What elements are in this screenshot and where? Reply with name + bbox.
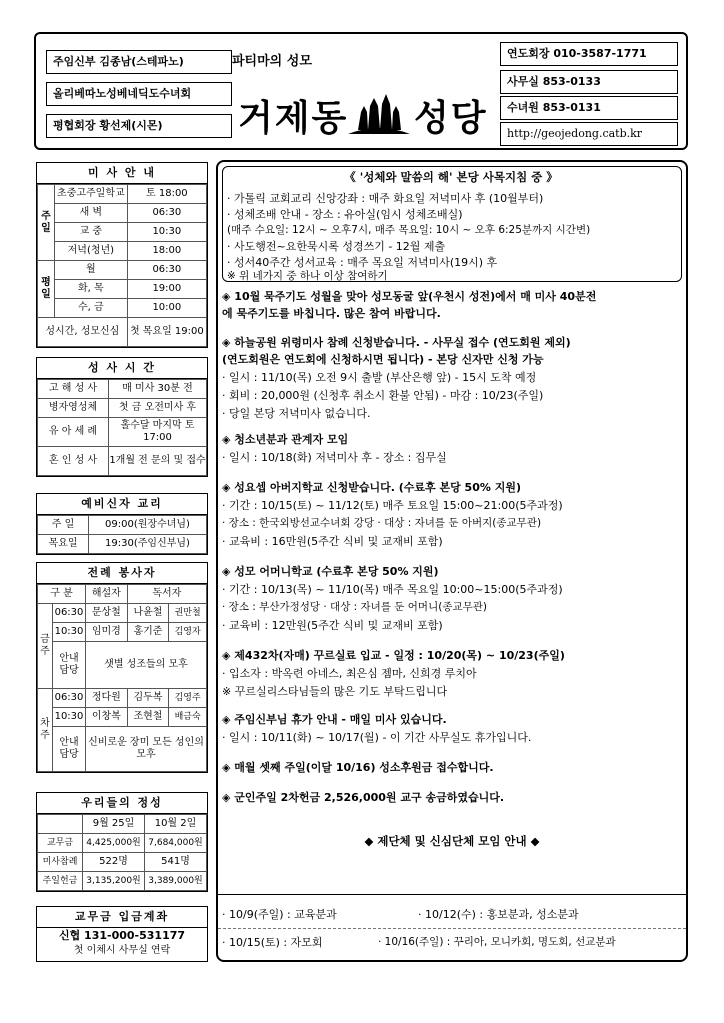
table-row bbox=[38, 204, 207, 223]
table-cell: 홀수달 마지막 토 17:00 bbox=[109, 418, 207, 447]
parish-name-right: 성당 bbox=[414, 98, 488, 139]
liturgy-box bbox=[36, 562, 208, 773]
table-cell: 첫 목요일 19:00 bbox=[127, 318, 206, 347]
table-cell: 신비로운 장미 모든 성인의 모후 bbox=[86, 727, 207, 772]
table-row bbox=[38, 585, 207, 604]
council-label: 평협회장 황선제(시몬) bbox=[46, 114, 232, 138]
table-cell: 7,684,000원 bbox=[145, 834, 207, 853]
table-cell: 10:30 bbox=[53, 708, 86, 727]
table-cell: 저녁(청년) bbox=[55, 242, 128, 261]
table-row bbox=[38, 815, 207, 834]
table-cell: 9월 25일 bbox=[83, 815, 145, 834]
table-row bbox=[38, 185, 207, 204]
guide-title: 《 '성체와 말씀의 해' 본당 사목지침 중 》 bbox=[344, 170, 558, 184]
table-cell: 샛별 성조들의 모후 bbox=[86, 642, 207, 689]
table-row bbox=[38, 708, 207, 727]
announcements-panel bbox=[216, 160, 688, 962]
table-cell: 안내 담당 bbox=[53, 727, 86, 772]
table-cell: 배금숙 bbox=[169, 708, 207, 727]
table-cell: 3,135,200원 bbox=[83, 872, 145, 891]
table-row bbox=[38, 399, 207, 418]
announcement-line: · 교육비 : 12만원(5주간 식비 및 교재비 포함) bbox=[222, 619, 443, 632]
table-cell: 18:00 bbox=[127, 242, 206, 261]
website-link[interactable]: http://geojedong.catb.kr bbox=[500, 122, 678, 146]
table-cell: 06:30 bbox=[127, 261, 206, 280]
table-row bbox=[38, 418, 207, 447]
schedule-item: · 10/12(수) : 홍보분과, 성소분과 bbox=[418, 908, 579, 921]
announcement-line: ◈ 성요셉 아버지학교 신청받습니다. (수료후 본당 50% 지원) bbox=[222, 481, 521, 494]
announcement-line: · 회비 : 20,000원 (신청후 취소시 환불 안됨) - 마감 : 10/23(주일) bbox=[222, 389, 544, 402]
table-row bbox=[38, 299, 207, 318]
table-cell: 매 미사 30분 전 bbox=[109, 380, 207, 399]
schedule-item: · 10/15(토) : 자모회 bbox=[222, 936, 323, 949]
weekday-label: 평 일 bbox=[38, 261, 55, 318]
schedule-title: ◆ 제단체 및 신심단체 모임 안내 ◆ bbox=[364, 834, 540, 848]
announcement-line: · 일시 : 11/10(목) 오전 9시 출발 (부산은행 앞) - 15시 도착 예정 bbox=[222, 371, 537, 384]
offering-title: 우리들의 정성 bbox=[37, 793, 207, 814]
this-week-label: 금 주 bbox=[38, 604, 53, 689]
table-cell: 해설자 bbox=[86, 585, 128, 604]
table-row bbox=[38, 642, 207, 689]
table-cell: 정다원 bbox=[86, 689, 128, 708]
table-cell: 김두복 bbox=[127, 689, 169, 708]
guide-item: · 사도행전~요한묵시록 성경쓰기 - 12월 제출 bbox=[227, 240, 446, 253]
catechumen-table bbox=[37, 515, 207, 554]
contact-convent: 수녀원 853-0131 bbox=[500, 96, 678, 120]
announcement-list bbox=[222, 289, 682, 909]
announcement-line: · 당일 본당 저녁미사 없습니다. bbox=[222, 407, 371, 420]
announcement-line: · 기간 : 10/15(토) ~ 11/12(토) 매주 토요일 15:00~21:00(5주과정) bbox=[222, 499, 563, 512]
guide-item: (매주 수요일: 12시 ~ 오후7시, 매주 목요일: 10시 ~ 오후 6:25분까지 시간변) bbox=[227, 224, 591, 236]
table-cell: 09:00(원장수녀님) bbox=[89, 516, 207, 535]
table-cell: 임미경 bbox=[86, 623, 128, 642]
table-cell: 혼 인 성 사 bbox=[38, 447, 109, 476]
table-cell: 초중고주일학교 bbox=[55, 185, 128, 204]
table-cell: 주 일 bbox=[38, 516, 89, 535]
table-cell: 목요일 bbox=[38, 535, 89, 554]
announcement-line: · 장소 : 한국외방선교수녀회 강당 · 대상 : 자녀를 둔 아버지(종교무관) bbox=[222, 517, 542, 529]
sisters-label: 올리베따노성베네딕도수녀회 bbox=[46, 82, 232, 106]
sacraments-box bbox=[36, 357, 208, 477]
account-note: 첫 이체시 사무실 연락 bbox=[73, 945, 171, 956]
schedule-item: · 10/16(주일) : 꾸리아, 모니카회, 명도회, 선교분과 bbox=[378, 936, 616, 948]
schedule-divider bbox=[218, 928, 686, 929]
sacraments-title: 성 사 시 간 bbox=[37, 358, 207, 379]
account-number: 신협 131-000-531177 bbox=[58, 929, 186, 942]
table-cell: 19:30(주임신부님) bbox=[89, 535, 207, 554]
announcement-line: · 입소자 : 박옥련 아네스, 최은심 젬마, 신희경 루치아 bbox=[222, 667, 477, 680]
sacraments-table bbox=[37, 379, 207, 476]
mass-schedule-table bbox=[37, 184, 207, 347]
announcement-line: · 장소 : 부산가정성당 · 대상 : 자녀를 둔 어머니(종교무관) bbox=[222, 601, 487, 613]
catechumen-box bbox=[36, 493, 208, 555]
table-cell: 토 18:00 bbox=[127, 185, 206, 204]
table-cell: 유 아 세 례 bbox=[38, 418, 109, 447]
table-cell: 522명 bbox=[83, 853, 145, 872]
table-row bbox=[38, 872, 207, 891]
table-cell: 교무금 bbox=[38, 834, 83, 853]
account-box bbox=[36, 906, 208, 962]
church-logo-icon bbox=[346, 92, 412, 136]
table-cell: 문상철 bbox=[86, 604, 128, 623]
table-cell: 고 해 성 사 bbox=[38, 380, 109, 399]
table-cell: 06:30 bbox=[127, 204, 206, 223]
table-row bbox=[38, 689, 207, 708]
liturgy-table bbox=[37, 584, 207, 772]
table-row bbox=[38, 834, 207, 853]
announcement-line: ◈ 청소년분과 관계자 모임 bbox=[222, 433, 349, 446]
table-row bbox=[38, 380, 207, 399]
table-row bbox=[38, 261, 207, 280]
table-cell: 10:00 bbox=[127, 299, 206, 318]
announcement-line: · 일시 : 10/11(화) ~ 10/17(월) - 이 기간 사무실도 휴가입니다. bbox=[222, 731, 532, 744]
table-cell: 06:30 bbox=[53, 604, 86, 623]
table-cell: 이창복 bbox=[86, 708, 128, 727]
table-cell bbox=[38, 815, 83, 834]
announcement-line: ◈ 군인주일 2차헌금 2,526,000원 교구 송금하였습니다. bbox=[222, 791, 505, 804]
table-row bbox=[38, 727, 207, 772]
table-cell: 성시간, 성모신심 bbox=[38, 318, 128, 347]
announcement-line: ◈ 주임신부님 휴가 안내 - 매일 미사 있습니다. bbox=[222, 713, 447, 726]
guide-item: · 가톨릭 교회교리 신앙강좌 : 매주 화요일 저녁미사 후 (10월부터) bbox=[227, 192, 544, 205]
mass-schedule-box bbox=[36, 162, 208, 348]
guide-item: · 성서40주간 성서교육 : 매주 목요일 저녁미사(19시) 후 bbox=[227, 256, 498, 269]
account-title: 교무금 입금계좌 bbox=[37, 907, 207, 928]
table-cell: 화, 목 bbox=[55, 280, 128, 299]
table-cell: 김영자 bbox=[169, 623, 207, 642]
announcement-line: ◈ 10월 묵주기도 성월을 맞아 성모동굴 앞(우천시 성전)에서 매 미사 40분전 bbox=[222, 290, 597, 303]
mass-schedule-title: 미 사 안 내 bbox=[37, 163, 207, 184]
table-cell: 독서자 bbox=[127, 585, 206, 604]
table-cell: 미사참례 bbox=[38, 853, 83, 872]
table-cell: 19:00 bbox=[127, 280, 206, 299]
contact-office: 사무실 853-0133 bbox=[500, 70, 678, 94]
table-cell: 4,425,000원 bbox=[83, 834, 145, 853]
guide-item: ※ 위 네가지 중 하나 이상 참여하기 bbox=[227, 270, 388, 282]
table-cell: 교 중 bbox=[55, 223, 128, 242]
table-row bbox=[38, 280, 207, 299]
parish-name-left: 거제동 bbox=[238, 98, 349, 139]
table-cell: 첫 금 오전미사 후 bbox=[109, 399, 207, 418]
announcement-line: ◈ 하늘공원 위령미사 참례 신청받습니다. - 사무실 접수 (연도회원 제외) bbox=[222, 336, 571, 349]
table-cell: 조현철 bbox=[127, 708, 169, 727]
table-cell: 권만철 bbox=[169, 604, 207, 623]
bulletin-header bbox=[34, 32, 688, 150]
offering-box bbox=[36, 792, 208, 892]
table-row bbox=[38, 318, 207, 347]
next-week-label: 차 주 bbox=[38, 689, 53, 772]
pastoral-guide-box bbox=[222, 166, 682, 282]
table-cell: 10:30 bbox=[127, 223, 206, 242]
announcement-line: ※ 꾸르실리스타님들의 많은 기도 부탁드립니다 bbox=[222, 685, 448, 698]
table-cell: 541명 bbox=[145, 853, 207, 872]
guide-item: · 성체조배 안내 - 장소 : 유아실(임시 성체조배실) bbox=[227, 208, 463, 221]
table-cell: 10월 2일 bbox=[145, 815, 207, 834]
table-cell: 주일헌금 bbox=[38, 872, 83, 891]
announcement-line: ◈ 제432차(자매) 꾸르실료 입교 - 일정 : 10/20(목) ~ 10/23(주일) bbox=[222, 649, 565, 662]
table-row bbox=[38, 223, 207, 242]
table-row bbox=[38, 516, 207, 535]
table-row bbox=[38, 623, 207, 642]
announcement-line: 에 묵주기도를 바칩니다. 많은 참여 바랍니다. bbox=[222, 307, 441, 320]
table-row bbox=[38, 535, 207, 554]
announcement-line: · 교육비 : 16만원(5주간 식비 및 교재비 포함) bbox=[222, 535, 443, 548]
table-cell: 김영주 bbox=[169, 689, 207, 708]
sunday-label: 주 일 bbox=[38, 185, 55, 261]
table-cell: 06:30 bbox=[53, 689, 86, 708]
liturgy-title: 전례 봉사자 bbox=[37, 563, 207, 584]
table-cell: 월 bbox=[55, 261, 128, 280]
announcement-line: · 기간 : 10/13(목) ~ 11/10(목) 매주 목요일 10:00~15:00(5주과정) bbox=[222, 583, 563, 596]
table-row bbox=[38, 853, 207, 872]
table-cell: 나윤철 bbox=[127, 604, 169, 623]
table-cell: 안내 담당 bbox=[53, 642, 86, 689]
offering-table bbox=[37, 814, 207, 891]
patron-label: 파티마의 성모 bbox=[232, 54, 312, 69]
table-cell: 병자영성체 bbox=[38, 399, 109, 418]
table-cell: 홍기준 bbox=[127, 623, 169, 642]
schedule-item: · 10/9(주일) : 교육분과 bbox=[222, 908, 337, 921]
table-row bbox=[38, 447, 207, 476]
table-cell: 1개월 전 문의 및 접수 bbox=[109, 447, 207, 476]
table-cell: 10:30 bbox=[53, 623, 86, 642]
schedule-table bbox=[218, 894, 686, 960]
table-cell: 새 벽 bbox=[55, 204, 128, 223]
table-row bbox=[38, 604, 207, 623]
table-cell: 수, 금 bbox=[55, 299, 128, 318]
announcement-line: ◈ 성모 어머니학교 (수료후 본당 50% 지원) bbox=[222, 565, 439, 578]
announcement-line: (연도회원은 연도회에 신청하시면 됩니다) - 본당 신자만 신청 가능 bbox=[222, 353, 544, 366]
table-cell: 구 분 bbox=[38, 585, 86, 604]
announcement-line: · 일시 : 10/18(화) 저녁미사 후 - 장소 : 집무실 bbox=[222, 451, 447, 464]
pastor-label: 주임신부 김종남(스테파노) bbox=[46, 50, 232, 74]
announcement-line: ◈ 매월 셋째 주일(이달 10/16) 성소후원금 접수합니다. bbox=[222, 761, 494, 774]
catechumen-title: 예비신자 교리 bbox=[37, 494, 207, 515]
table-row bbox=[38, 242, 207, 261]
table-cell: 3,389,000원 bbox=[145, 872, 207, 891]
contact-yeondo: 연도회장 010-3587-1771 bbox=[500, 42, 678, 66]
